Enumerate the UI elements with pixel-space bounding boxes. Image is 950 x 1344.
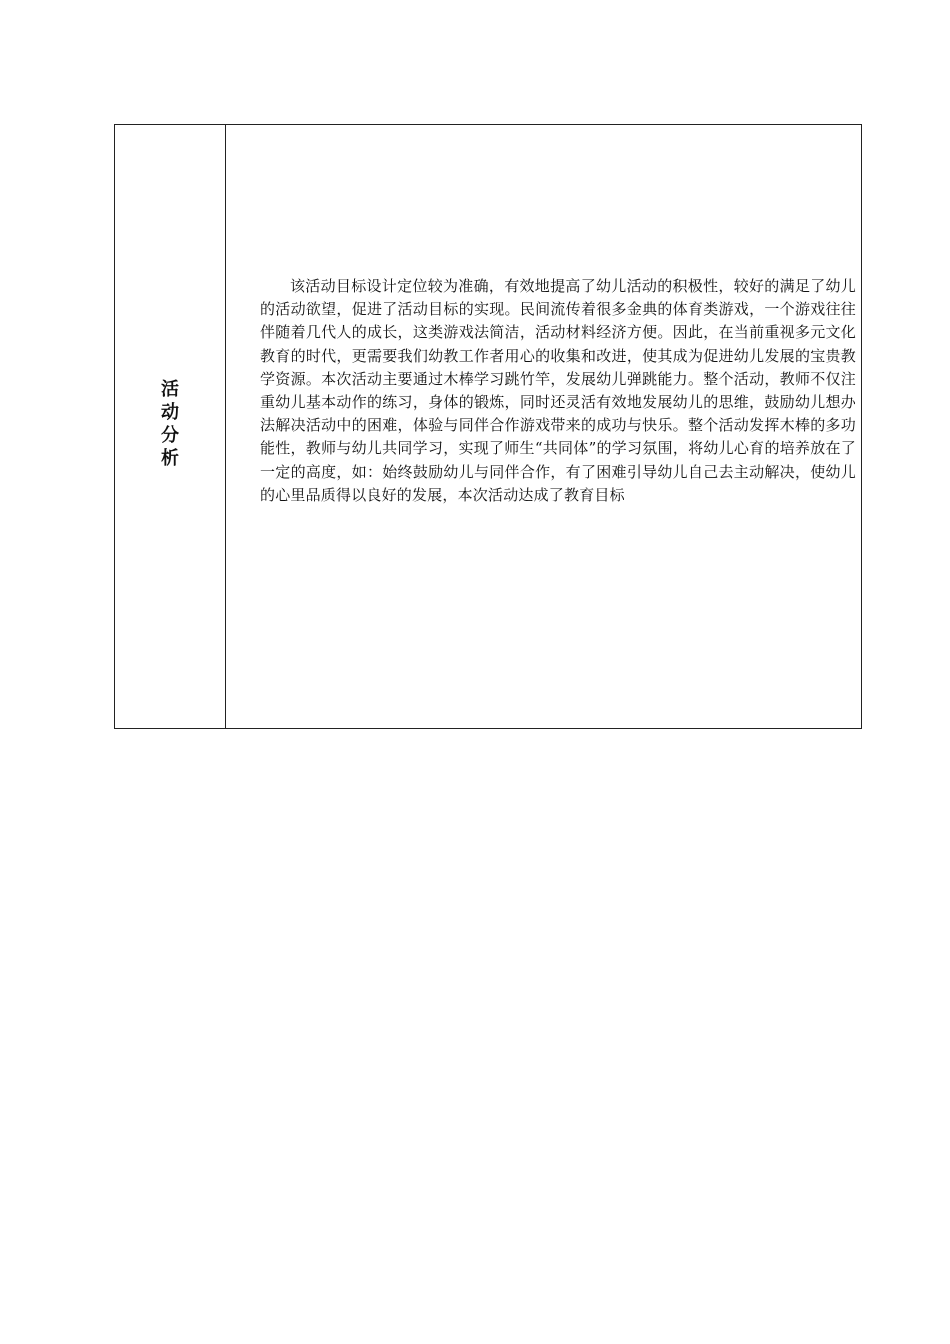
row-label: 活动分析	[161, 378, 179, 469]
content-cell	[226, 125, 861, 728]
analysis-table	[114, 124, 862, 729]
analysis-paragraph: 该活动目标设计定位较为准确，有效地提高了幼儿活动的积极性，较好的满足了幼儿的活动欲望，促进了活动目标的实现。民间流传着很多金典的体育类游戏，一个游戏往往伴随着几代人的成长，这类游戏法简洁，活动材料经济方便。因此，在当前重视多元文化教育的时代，更需要我们幼教工作者用心的收集和改进，使其成为促进幼儿发展的宝贵教学资源。本次活动主要通过木棒学习跳竹竿，发展幼儿弹跳能力。整个活动，教师不仅注重幼儿基本动作的练习，身体的锻炼，同时还灵活有效地发展幼儿的思维，鼓励幼儿想办法解决活动中的困难，体验与同伴合作游戏带来的成功与快乐。整个活动发挥木棒的多功能性，教师与幼儿共同学习，实现了师生“共同体”的学习氛围，将幼儿心育的培养放在了一定的高度，如：始终鼓励幼儿与同伴合作，有了困难引导幼儿自己去主动解决，使幼儿的心里品质得以良好的发展，本次活动达成了教育目标	[260, 277, 856, 504]
label-cell	[115, 125, 226, 728]
